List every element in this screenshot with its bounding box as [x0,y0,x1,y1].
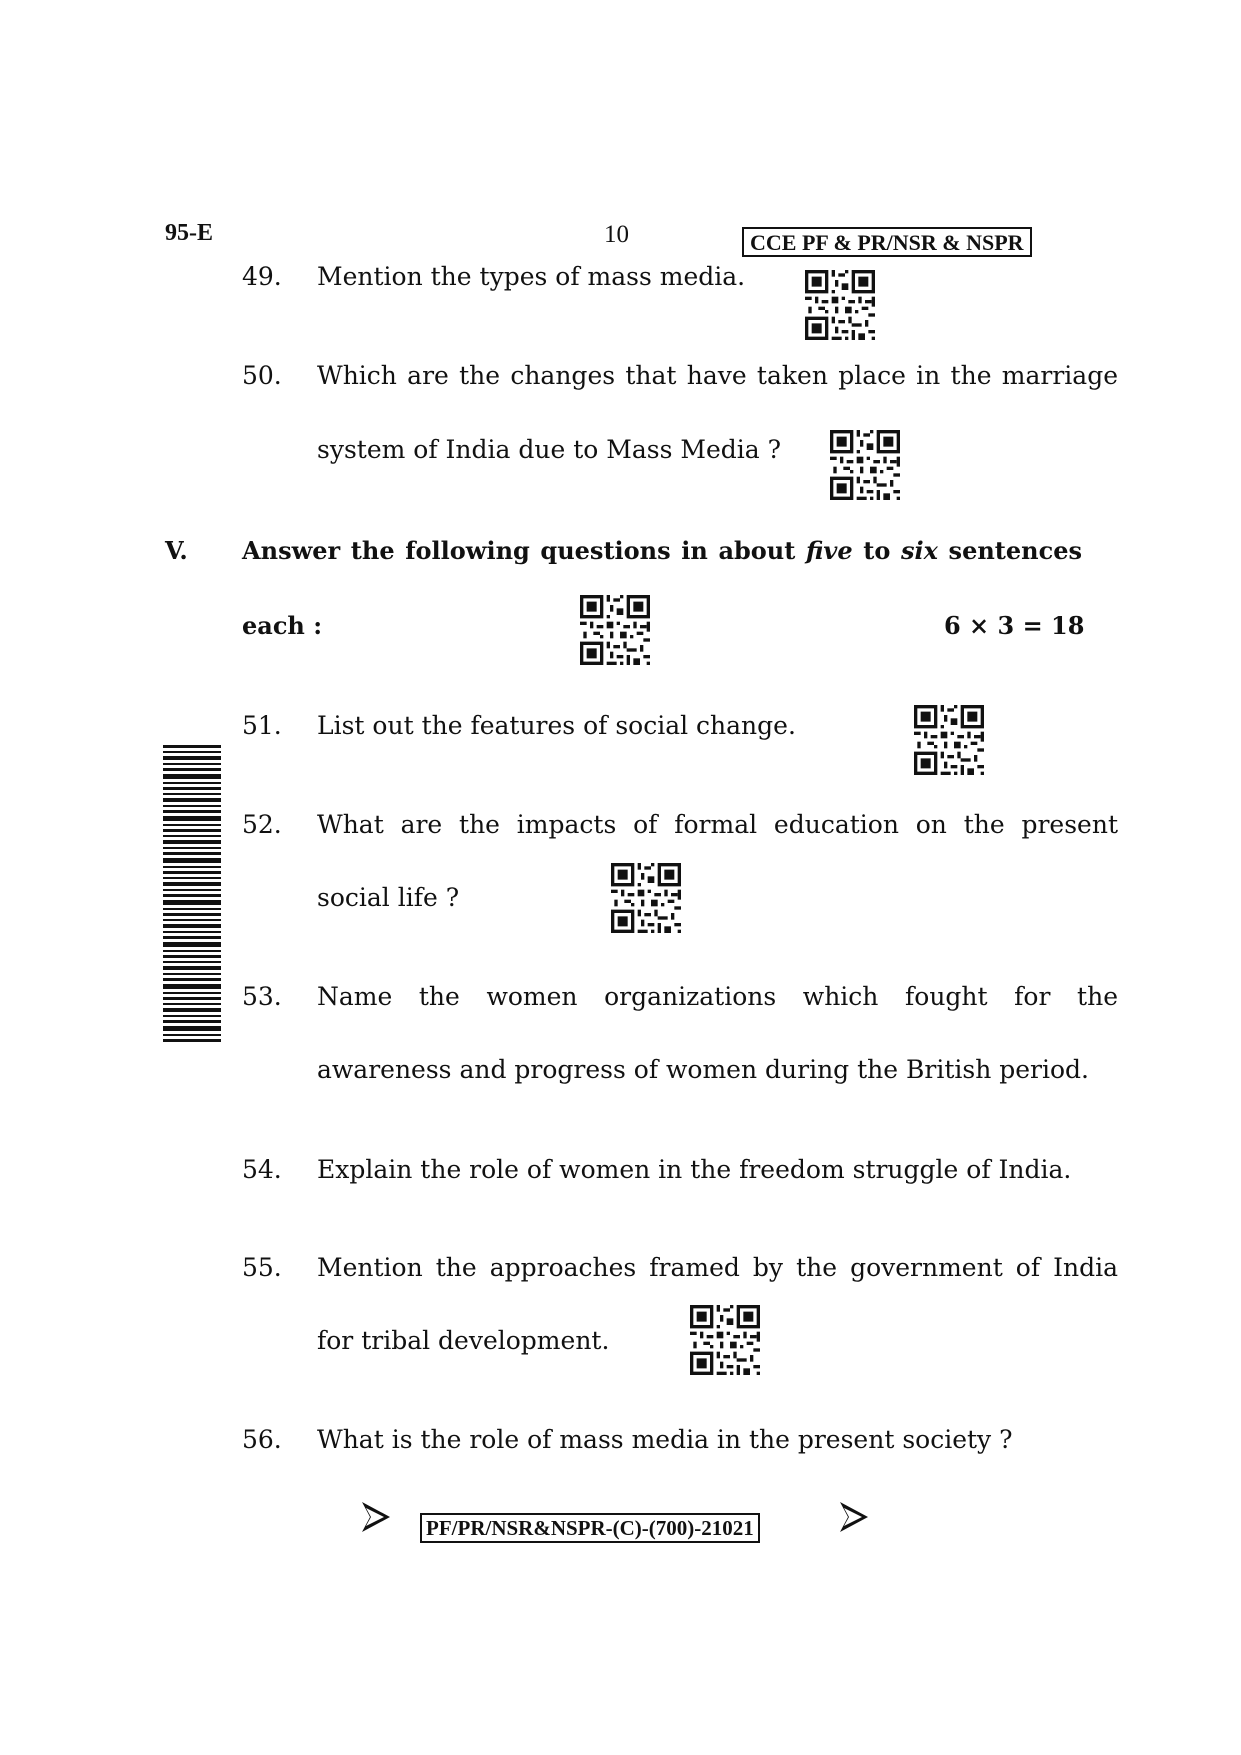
footer-code: PF/PR/NSR&NSPR-(C)-(700)-21021 [420,1513,760,1543]
question-text: Which are the changes that have taken place in the marriage [317,361,1118,390]
qr-code-icon [805,270,875,340]
exam-title-box: CCE PF & PR/NSR & NSPR [742,227,1032,257]
qr-code-icon [914,705,984,775]
section-instruction-end: each : [242,611,323,640]
arrow-right-icon [360,1500,392,1534]
question-text: What is the role of mass media in the present society ? [317,1425,1013,1454]
question-number: 53. [242,982,282,1011]
paper-code: 95-E [165,220,213,246]
question-text: List out the features of social change. [317,711,796,740]
question-text-continuation: social life ? [317,883,460,912]
question-number: 52. [242,810,282,839]
question-text: Mention the types of mass media. [317,262,746,291]
question-number: 51. [242,711,282,740]
question-text-continuation: for tribal development. [317,1326,610,1355]
question-number: 55. [242,1253,282,1282]
section-number: V. [165,536,188,565]
section-marks: 6 × 3 = 18 [944,611,1085,640]
barcode-icon [163,745,221,1045]
question-number: 56. [242,1425,282,1454]
question-text: Explain the role of women in the freedom struggle of India. [317,1155,1072,1184]
question-text-continuation: system of India due to Mass Media ? [317,435,782,464]
question-text: Mention the approaches framed by the government of India [317,1253,1118,1282]
qr-code-icon [580,595,650,665]
qr-code-icon [830,430,900,500]
question-number: 50. [242,361,282,390]
qr-code-icon [690,1305,760,1375]
page-number: 10 [604,221,629,248]
question-text-continuation: awareness and progress of women during the British period. [317,1055,1089,1084]
section-instruction: Answer the following questions in about five to six sentences [242,536,1082,565]
qr-code-icon [611,863,681,933]
question-text: Name the women organizations which fought for the [317,982,1118,1011]
question-number: 49. [242,262,282,291]
arrow-right-icon [838,1500,870,1534]
question-text: What are the impacts of formal education on the present [317,810,1118,839]
question-number: 54. [242,1155,282,1184]
